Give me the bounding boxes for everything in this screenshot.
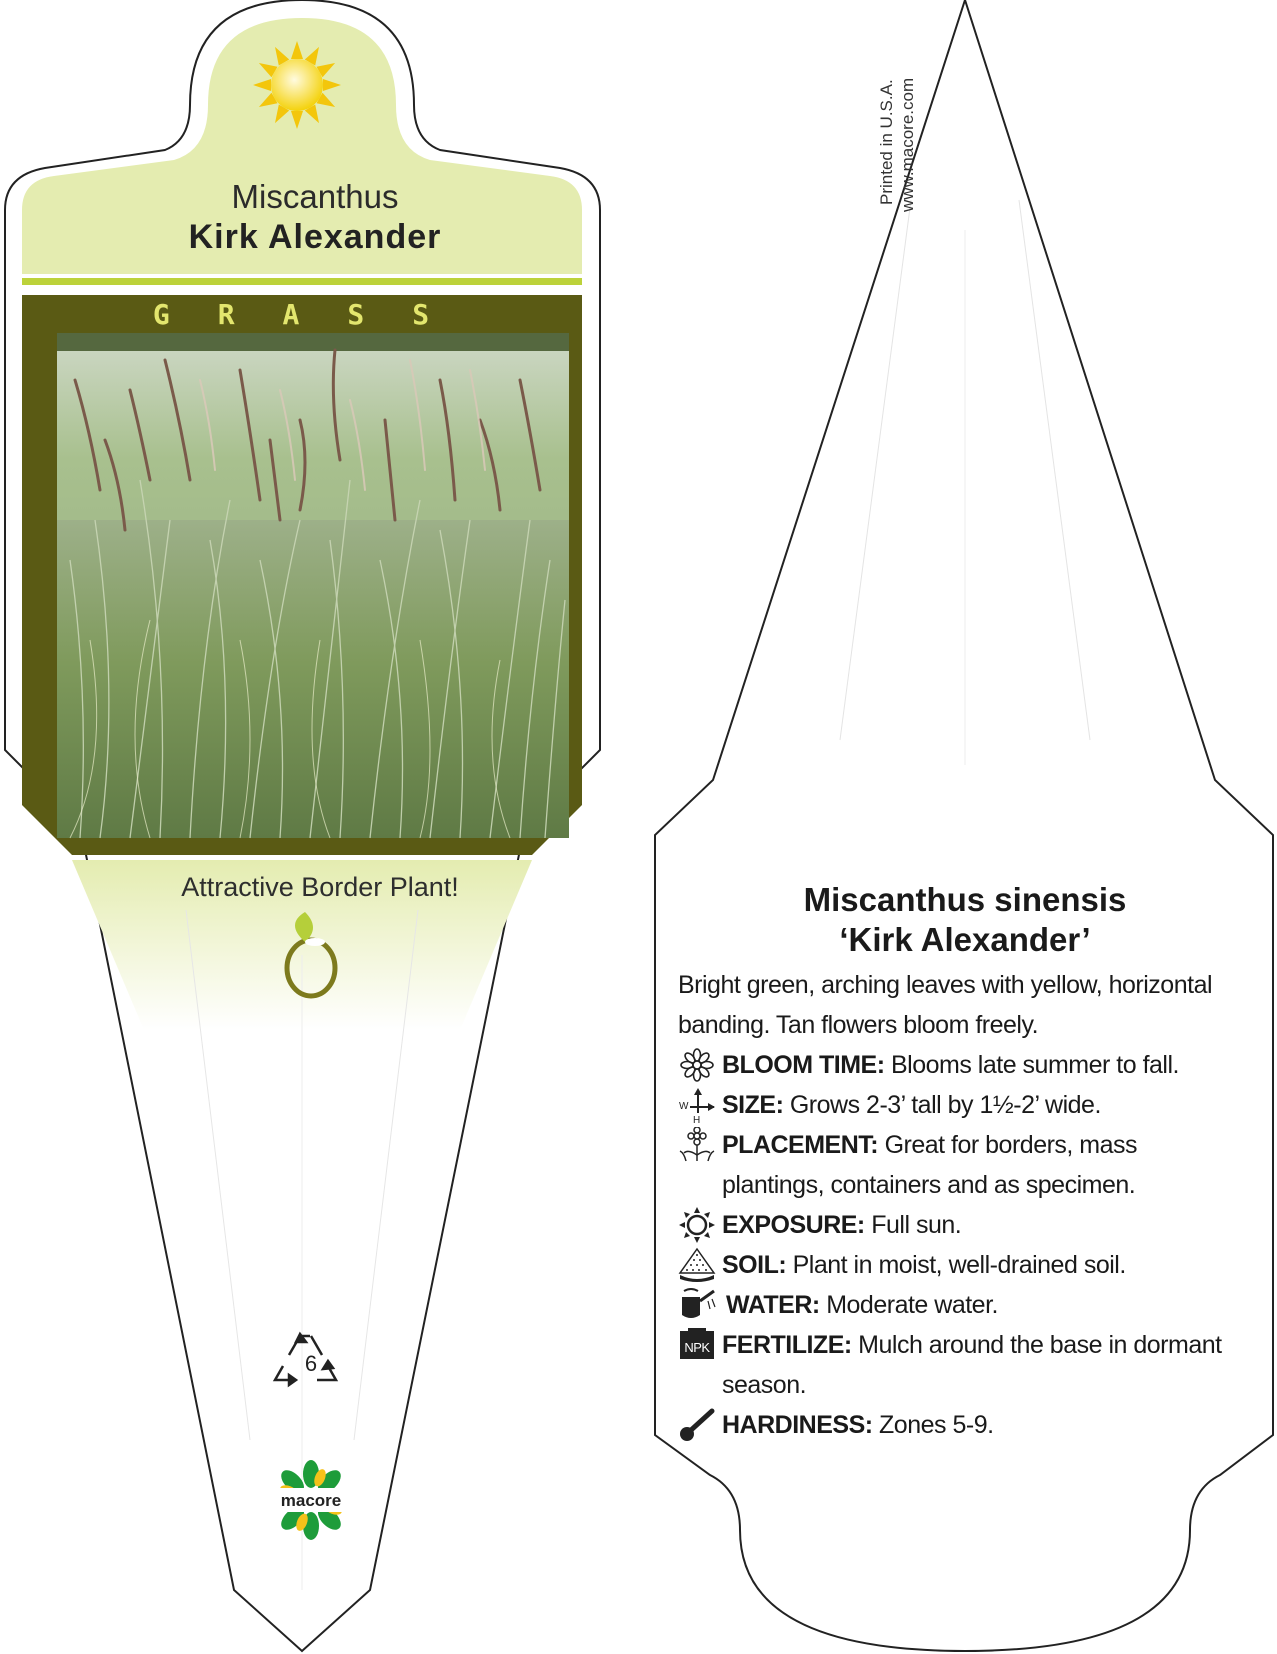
npk-icon (678, 1327, 716, 1363)
care-info (678, 965, 1243, 1445)
care-label: FERTILIZE: (722, 1331, 852, 1359)
care-row-hardiness (678, 1405, 1243, 1445)
svg-text:NPK: NPK (684, 1340, 710, 1355)
flower-icon (678, 1047, 716, 1083)
svg-text:H: H (693, 1115, 700, 1123)
care-label: BLOOM TIME: (722, 1051, 885, 1079)
care-label: SOIL: (722, 1251, 787, 1279)
care-label: HARDINESS: (722, 1411, 873, 1439)
care-text: Full sun. (871, 1211, 962, 1239)
description: Bright green, arching leaves with yellow, horizontal banding. Tan flowers bloom freely. (678, 971, 1213, 1039)
care-row-size (678, 1085, 1243, 1125)
lime-stripe (22, 278, 582, 285)
website: www.macore.com (898, 77, 917, 212)
botanical-name: Miscanthus sinensis (803, 881, 1127, 918)
tagline: Attractive Border Plant! (181, 872, 459, 902)
size-arrows-icon (678, 1087, 716, 1123)
botanical-title (660, 880, 1270, 960)
plant-photo (57, 333, 569, 838)
placement-flowers-icon (678, 1127, 716, 1163)
care-text: Great for borders, mass plantings, containers and as specimen. (722, 1131, 1138, 1199)
care-row-bloom (678, 1045, 1243, 1085)
care-label: PLACEMENT: (722, 1131, 879, 1159)
cultivar-quoted: ‘Kirk Alexander’ (839, 921, 1091, 958)
brand-name: macore (280, 1491, 342, 1510)
plant-cultivar: Kirk Alexander (188, 218, 442, 256)
care-text: Zones 5-9. (879, 1411, 994, 1439)
care-label: SIZE: (722, 1091, 784, 1119)
care-text: Grows 2-3’ tall by 1½-2’ wide. (789, 1091, 1101, 1119)
care-row-soil (678, 1245, 1243, 1285)
care-label: WATER: (726, 1291, 820, 1319)
care-text: Moderate water. (826, 1291, 998, 1319)
soil-icon (678, 1247, 716, 1283)
watering-can-icon (678, 1287, 716, 1323)
care-label: EXPOSURE: (722, 1211, 865, 1239)
plant-genus: Miscanthus (231, 178, 399, 215)
thermometer-icon (678, 1407, 716, 1443)
care-row-exposure (678, 1205, 1243, 1245)
svg-text:W: W (679, 1101, 688, 1112)
care-text: Plant in moist, well-drained soil. (792, 1251, 1126, 1279)
care-row-water (678, 1285, 1243, 1325)
recycle-code: 6 (304, 1351, 318, 1376)
plant-category: GRASS (152, 298, 478, 331)
care-row-fertilize (678, 1325, 1243, 1405)
sun-icon (678, 1207, 716, 1243)
printed-in: Printed in U.S.A. (877, 79, 896, 205)
care-text: Mulch around the base in dormant season. (722, 1331, 1222, 1399)
care-text: Blooms late summer to fall. (890, 1051, 1179, 1079)
care-row-placement (678, 1125, 1243, 1205)
